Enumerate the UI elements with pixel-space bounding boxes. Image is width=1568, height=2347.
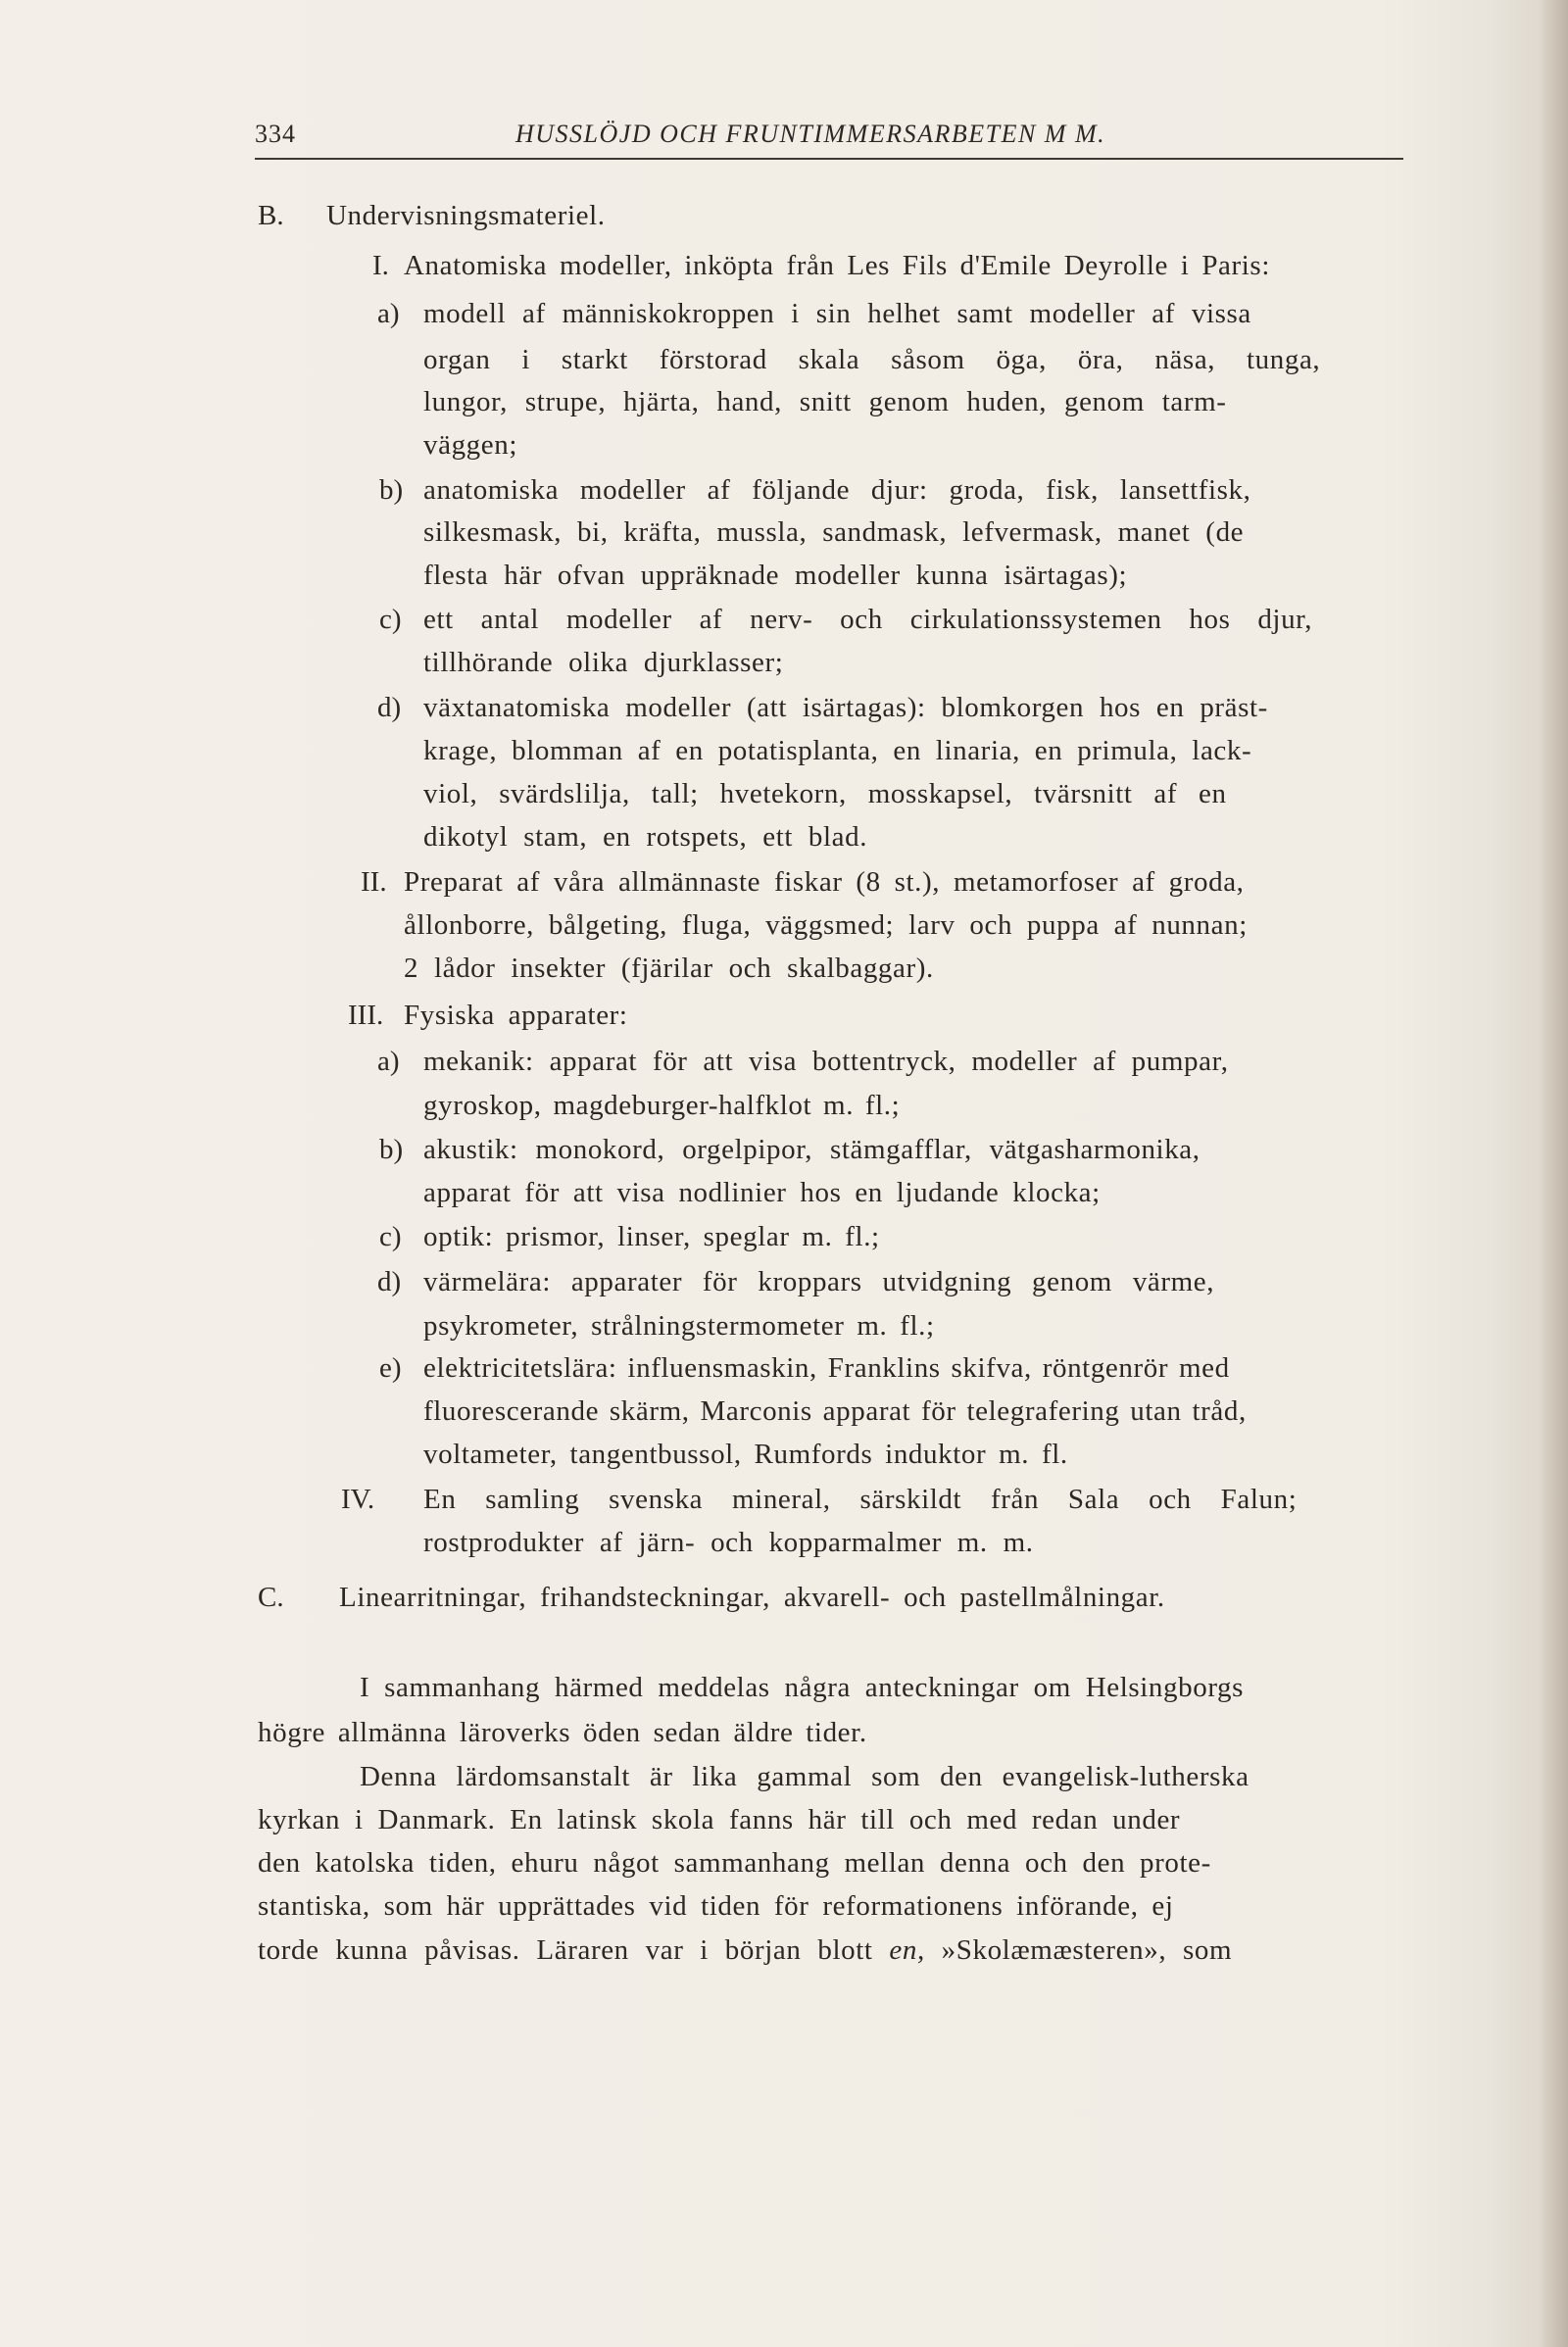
paragraph-line: den katolska tiden, ehuru något sammanhang mellan denna och den prote- (258, 1847, 1211, 1879)
part-iii-line: Fysiska apparater: (404, 1000, 628, 1031)
item-i-c-label: c) (379, 604, 402, 635)
item-i-b-line: flesta här ofvan uppräknade modeller kunna isärtagas); (423, 560, 1128, 591)
item-i-b-label: b) (379, 474, 404, 506)
item-iii-a-label: a) (377, 1046, 400, 1077)
item-iii-c-label: c) (379, 1221, 402, 1252)
item-iii-e-line: fluorescerande skärm, Marconis apparat för telegrafering utan tråd, (423, 1395, 1247, 1427)
running-title: HUSSLÖJD OCH FRUNTIMMERSARBETEN M M. (515, 120, 1106, 148)
item-iii-e-label: e) (379, 1352, 402, 1384)
part-i-label: I. (372, 250, 389, 281)
part-i-line: Anatomiska modeller, inköpta från Les Fils d'Emile Deyrolle i Paris: (404, 250, 1270, 281)
item-i-a-line: väggen; (423, 429, 518, 461)
item-i-d-line: dikotyl stam, en rotspets, ett blad. (423, 821, 868, 853)
paragraph-line: I sammanhang härmed meddelas några anteckningar om Helsingborgs (360, 1672, 1245, 1703)
paragraph-line: kyrkan i Danmark. En latinsk skola fanns här till och med redan under (258, 1804, 1181, 1835)
emphasis-text: en, (889, 1934, 925, 1966)
part-iv-line: rostprodukter af järn- och kopparmalmer m. m. (423, 1527, 1034, 1558)
item-iii-e-line: voltameter, tangentbussol, Rumfords induktor m. fl. (423, 1439, 1068, 1470)
item-iii-d-line: psykrometer, strålningstermometer m. fl.; (423, 1310, 935, 1342)
item-iii-b-line: akustik: monokord, orgelpipor, stämgafflar, vätgasharmonika, (423, 1134, 1200, 1165)
item-i-b-line: anatomiska modeller af följande djur: groda, fisk, lansettfisk, (423, 474, 1251, 506)
section-c-text: Linearritningar, frihandsteckningar, akvarell- och pastellmålningar. (339, 1582, 1165, 1613)
item-iii-b-line: apparat för att visa nodlinier hos en ljudande klocka; (423, 1177, 1101, 1208)
item-i-c-line: ett antal modeller af nerv- och cirkulationssystemen hos djur, (423, 604, 1313, 635)
item-i-a-line: lungor, strupe, hjärta, hand, snitt genom huden, genom tarm- (423, 386, 1227, 417)
part-ii-line: 2 lådor insekter (fjärilar och skalbaggar). (404, 953, 934, 984)
item-i-d-line: krage, blomman af en potatisplanta, en linaria, en primula, lack- (423, 735, 1252, 766)
item-iii-e-line: elektricitetslära: influensmaskin, Franklins skifva, röntgenrör med (423, 1352, 1230, 1384)
part-ii-line: Preparat af våra allmännaste fiskar (8 st.), metamorfoser af groda, (404, 866, 1245, 898)
part-iii-label: III. (348, 1000, 384, 1031)
item-iii-a-line: gyroskop, magdeburger-halfklot m. fl.; (423, 1090, 901, 1121)
item-iii-d-label: d) (377, 1266, 402, 1297)
item-i-b-line: silkesmask, bi, kräfta, mussla, sandmask, lefvermask, manet (de (423, 516, 1245, 548)
item-iii-a-line: mekanik: apparat för att visa bottentryck, modeller af pumpar, (423, 1046, 1229, 1077)
page-number: 334 (255, 120, 296, 148)
item-iii-b-label: b) (379, 1134, 404, 1165)
part-ii-line: ållonborre, bålgeting, fluga, väggsmed; larv och puppa af nunnan; (404, 909, 1248, 941)
item-i-c-line: tillhörande olika djurklasser; (423, 647, 784, 678)
item-i-d-line: växtanatomiska modeller (att isärtagas): blomkorgen hos en präst- (423, 692, 1268, 723)
section-c-label: C. (258, 1582, 284, 1613)
paragraph-line: stantiska, som här upprättades vid tiden för reformationens införande, ej (258, 1890, 1174, 1922)
item-i-d-line: viol, svärdslilja, tall; hvetekorn, mosskapsel, tvärsnitt af en (423, 778, 1227, 809)
paragraph-line: torde kunna påvisas. Läraren var i början blott (258, 1934, 873, 1966)
item-iii-c-line: optik: prismor, linser, speglar m. fl.; (423, 1221, 880, 1252)
part-iv-label: IV. (341, 1484, 375, 1515)
paragraph-line: Denna lärdomsanstalt är lika gammal som den evangelisk-lutherska (360, 1761, 1250, 1792)
paragraph-line: högre allmänna läroverks öden sedan äldre tider. (258, 1717, 867, 1748)
item-iii-d-line: värmelära: apparater för kroppars utvidgning genom värme, (423, 1266, 1215, 1297)
section-b-title: Undervisningsmateriel. (326, 200, 606, 231)
item-i-a-label: a) (377, 298, 400, 329)
part-iv-line: En samling svenska mineral, särskildt från Sala och Falun; (423, 1484, 1298, 1515)
paragraph-last-line (258, 1932, 1232, 1968)
item-i-a-line: organ i starkt förstorad skala såsom öga, öra, näsa, tunga, (423, 344, 1321, 375)
section-b-label: B. (258, 200, 284, 231)
item-i-d-label: d) (377, 692, 402, 723)
part-ii-label: II. (361, 866, 387, 898)
paragraph-line-tail: »Skolæmæsteren», som (941, 1934, 1233, 1966)
item-i-a-line: modell af människokroppen i sin helhet samt modeller af vissa (423, 298, 1251, 329)
